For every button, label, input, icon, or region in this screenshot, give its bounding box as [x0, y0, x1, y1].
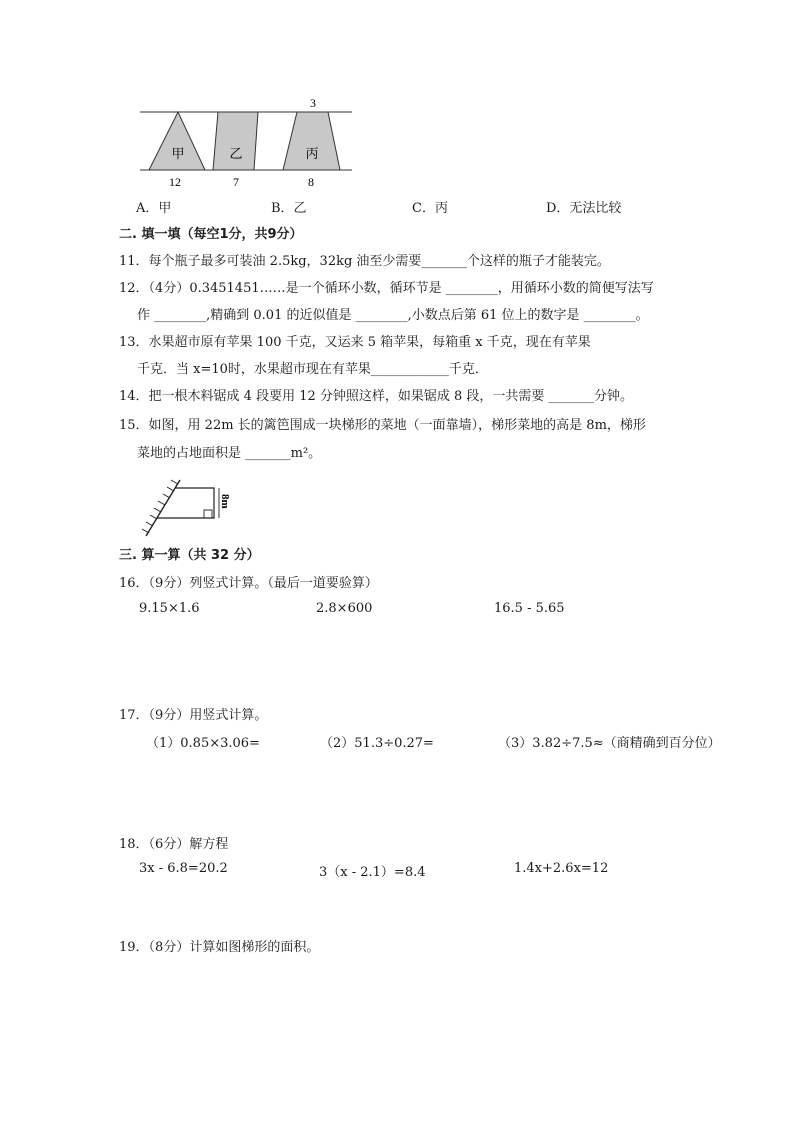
question-18: 18．（6分）解方程	[119, 837, 229, 852]
height-label: 8m	[219, 494, 231, 509]
q16-item-3: 16.5 - 5.65	[494, 601, 565, 616]
option-d: D．无法比较	[546, 201, 622, 216]
bottom-label-12: 12	[169, 175, 181, 189]
top-label: 3	[310, 96, 316, 110]
trapezoid-bing	[283, 112, 340, 170]
question-19: 19．（8分）计算如图梯形的面积。	[119, 940, 320, 955]
section3-heading: 三. 算一算（共 32 分）	[119, 548, 260, 563]
q16-item-1: 9.15×1.6	[139, 601, 200, 616]
question-12-line2: 作 ________,精确到 0.01 的近似值是 ________,小数点后第 61 位上的数字是 ________。	[137, 308, 649, 323]
q17-item-2: （2）51.3÷0.27=	[320, 736, 434, 751]
question-13-line2: 千克．当 x=10时，水果超市现在有苹果____________千克．	[137, 362, 488, 377]
shape-label-bing: 丙	[305, 146, 319, 161]
shape-label-yi: 乙	[229, 146, 243, 161]
shapes-figure	[130, 94, 370, 194]
q15-trapezoid-figure	[138, 474, 238, 542]
q17-item-3: （3）3.82÷7.5≈（商精确到百分位）	[498, 736, 721, 751]
q18-item-1: 3x - 6.8=20.2	[139, 861, 228, 876]
section2-heading: 二. 填一填（每空1分，共9分）	[119, 227, 303, 242]
triangle-jia	[149, 112, 205, 170]
q17-item-1: （1）0.85×3.06=	[146, 736, 260, 751]
question-16: 16．（9分）列竖式计算。（最后一道要验算）	[119, 576, 378, 591]
question-13-line1: 13．水果超市原有苹果 100 千克，又运来 5 箱苹果，每箱重 x 千克，现在有苹果	[119, 335, 591, 350]
question-11: 11．每个瓶子最多可装油 2.5kg，32kg 油至少需要_______个这样的瓶子才能装完。	[119, 254, 610, 269]
question-12-line1: 12．（4分）0.3451451……是一个循环小数，循环节是 ________，用循环小数的简便写法写	[119, 281, 654, 296]
question-15-line2: 菜地的占地面积是 _______m²。	[137, 446, 322, 461]
option-c: C．丙	[412, 201, 448, 216]
wall-line	[146, 480, 180, 536]
q18-item-3: 1.4x+2.6x=12	[514, 861, 609, 876]
question-15-line1: 15．如图，用 22m 长的篱笆围成一块梯形的菜地（一面靠墙），梯形菜地的高是 8m，梯形	[119, 418, 646, 433]
bottom-label-8: 8	[308, 175, 314, 189]
question-17: 17．（9分）用竖式计算。	[119, 708, 268, 723]
bottom-label-7: 7	[233, 175, 239, 189]
option-a: A．甲	[136, 201, 172, 216]
shape-label-jia: 甲	[171, 146, 185, 161]
parallelogram-yi	[213, 112, 258, 170]
q18-item-2: 3（x - 2.1）=8.4	[319, 865, 426, 880]
wall-hatching	[142, 480, 178, 533]
right-angle-mark	[204, 510, 212, 518]
option-b: B．乙	[271, 201, 307, 216]
q16-item-2: 2.8×600	[316, 601, 373, 616]
question-14: 14．把一根木料锯成 4 段要用 12 分钟照这样，如果锯成 8 段，一共需要 _______分钟。	[119, 389, 634, 404]
